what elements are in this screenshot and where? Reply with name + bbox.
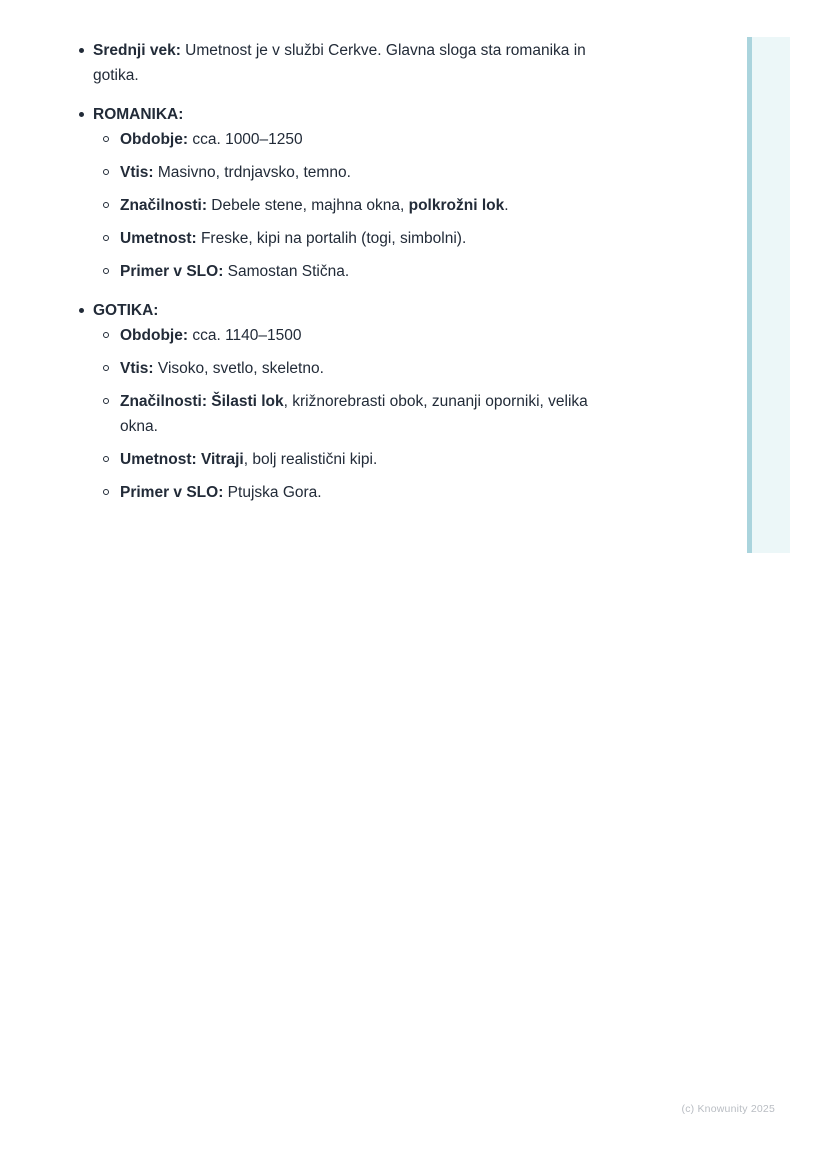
note-subitem-znacilnosti	[93, 389, 623, 439]
note-item-gotika	[78, 298, 623, 505]
note-subitem-obdobje	[93, 323, 623, 348]
note-subitem-primer-v-slo	[93, 480, 623, 505]
note-text: Primer v SLO: Samostan Stična.	[120, 263, 350, 280]
gotika-sublist	[93, 323, 623, 505]
note-text: Obdobje: cca. 1140–1500	[120, 327, 302, 344]
note-item-srednji-vek	[78, 38, 623, 88]
note-subitem-vtis	[93, 160, 623, 185]
note-subitem-umetnost	[93, 447, 623, 472]
page-edge-accent-bar	[747, 37, 790, 553]
note-text: Primer v SLO: Ptujska Gora.	[120, 484, 322, 501]
note-text: Obdobje: cca. 1000–1250	[120, 131, 303, 148]
romanika-sublist	[93, 127, 623, 284]
note-text: Vtis: Visoko, svetlo, skeletno.	[120, 360, 324, 377]
note-subitem-znacilnosti	[93, 193, 623, 218]
notes-list	[78, 38, 623, 505]
note-heading: GOTIKA:	[93, 302, 159, 319]
footer-credit: (c) Knowunity 2025	[681, 1103, 775, 1115]
note-subitem-umetnost	[93, 226, 623, 251]
note-text: Umetnost: Freske, kipi na portalih (togi, simbolni).	[120, 230, 467, 247]
note-text: Značilnosti: Šilasti lok, križnorebrasti obok, zunanji oporniki, velika okna.	[120, 393, 588, 435]
note-text: Značilnosti: Debele stene, majhna okna, polkrožni lok.	[120, 197, 509, 214]
note-text: Srednji vek: Umetnost je v službi Cerkve. Glavna sloga sta romanika in gotika.	[93, 42, 586, 84]
note-text: Umetnost: Vitraji, bolj realistični kipi.	[120, 451, 378, 468]
note-subitem-vtis	[93, 356, 623, 381]
notes-content	[78, 38, 623, 519]
note-subitem-obdobje	[93, 127, 623, 152]
note-item-romanika	[78, 102, 623, 284]
note-subitem-primer-v-slo	[93, 259, 623, 284]
note-text: Vtis: Masivno, trdnjavsko, temno.	[120, 164, 351, 181]
note-heading: ROMANIKA:	[93, 106, 184, 123]
